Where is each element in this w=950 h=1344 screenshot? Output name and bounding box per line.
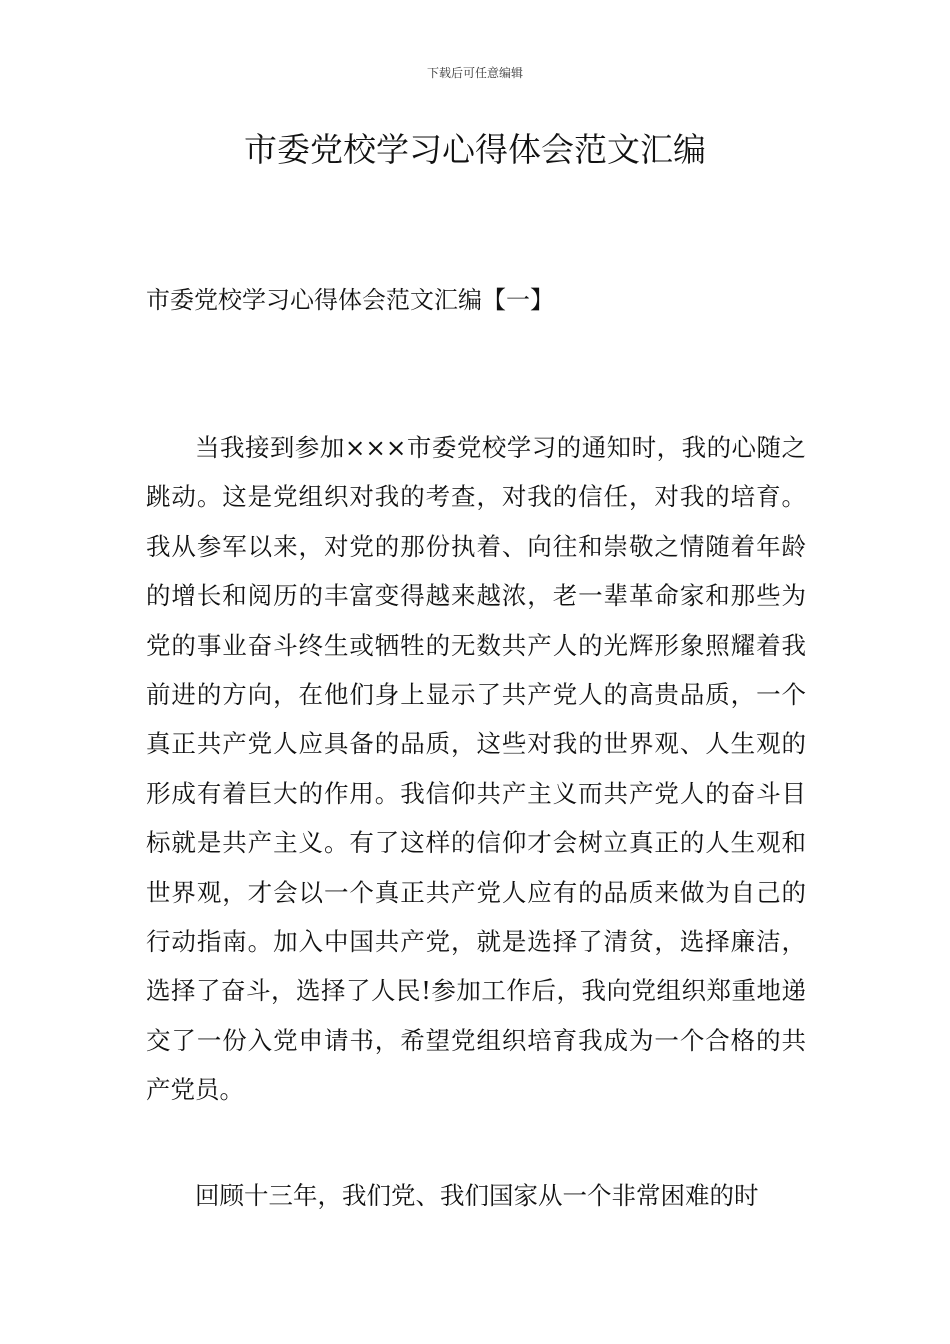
body-paragraph: 回顾十三年，我们党、我们国家从一个非常困难的时: [195, 1181, 759, 1210]
section-heading: 市委党校学习心得体会范文汇编【一】: [146, 286, 554, 314]
body-paragraph: 当我接到参加×××市委党校学习的通知时，我的心随之跳动。这是党组织对我的考查，对我的信任，对我的培育。我从参军以来，对党的那份执着、向往和崇敬之情随着年龄的增长和阅历的丰富变得越来越浓，老一辈革命家和那些为党的事业奋斗终生或牺牲的无数共产人的光辉形象照耀着我前进的方向，在他们身上显示了共产党人的高贵品质，一个真正共产党人应具备的品质，这些对我的世界观、人生观的形成有着巨大的作用。我信仰共产主义而共产党人的奋斗目标就是共产主义。有了这样的信仰才会树立真正的人生观和世界观，才会以一个真正共产党人应有的品质来做为自己的行动指南。加入中国共产党，就是选择了清贫，选择廉洁，选择了奋斗，选择了人民!参加工作后，我向党组织郑重地递交了一份入党申请书，希望党组织培育我成为一个合格的共产党员。: [146, 433, 806, 1105]
header-note: 下载后可任意编辑: [426, 66, 523, 80]
document-title: 市委党校学习心得体会范文汇编: [244, 130, 706, 169]
